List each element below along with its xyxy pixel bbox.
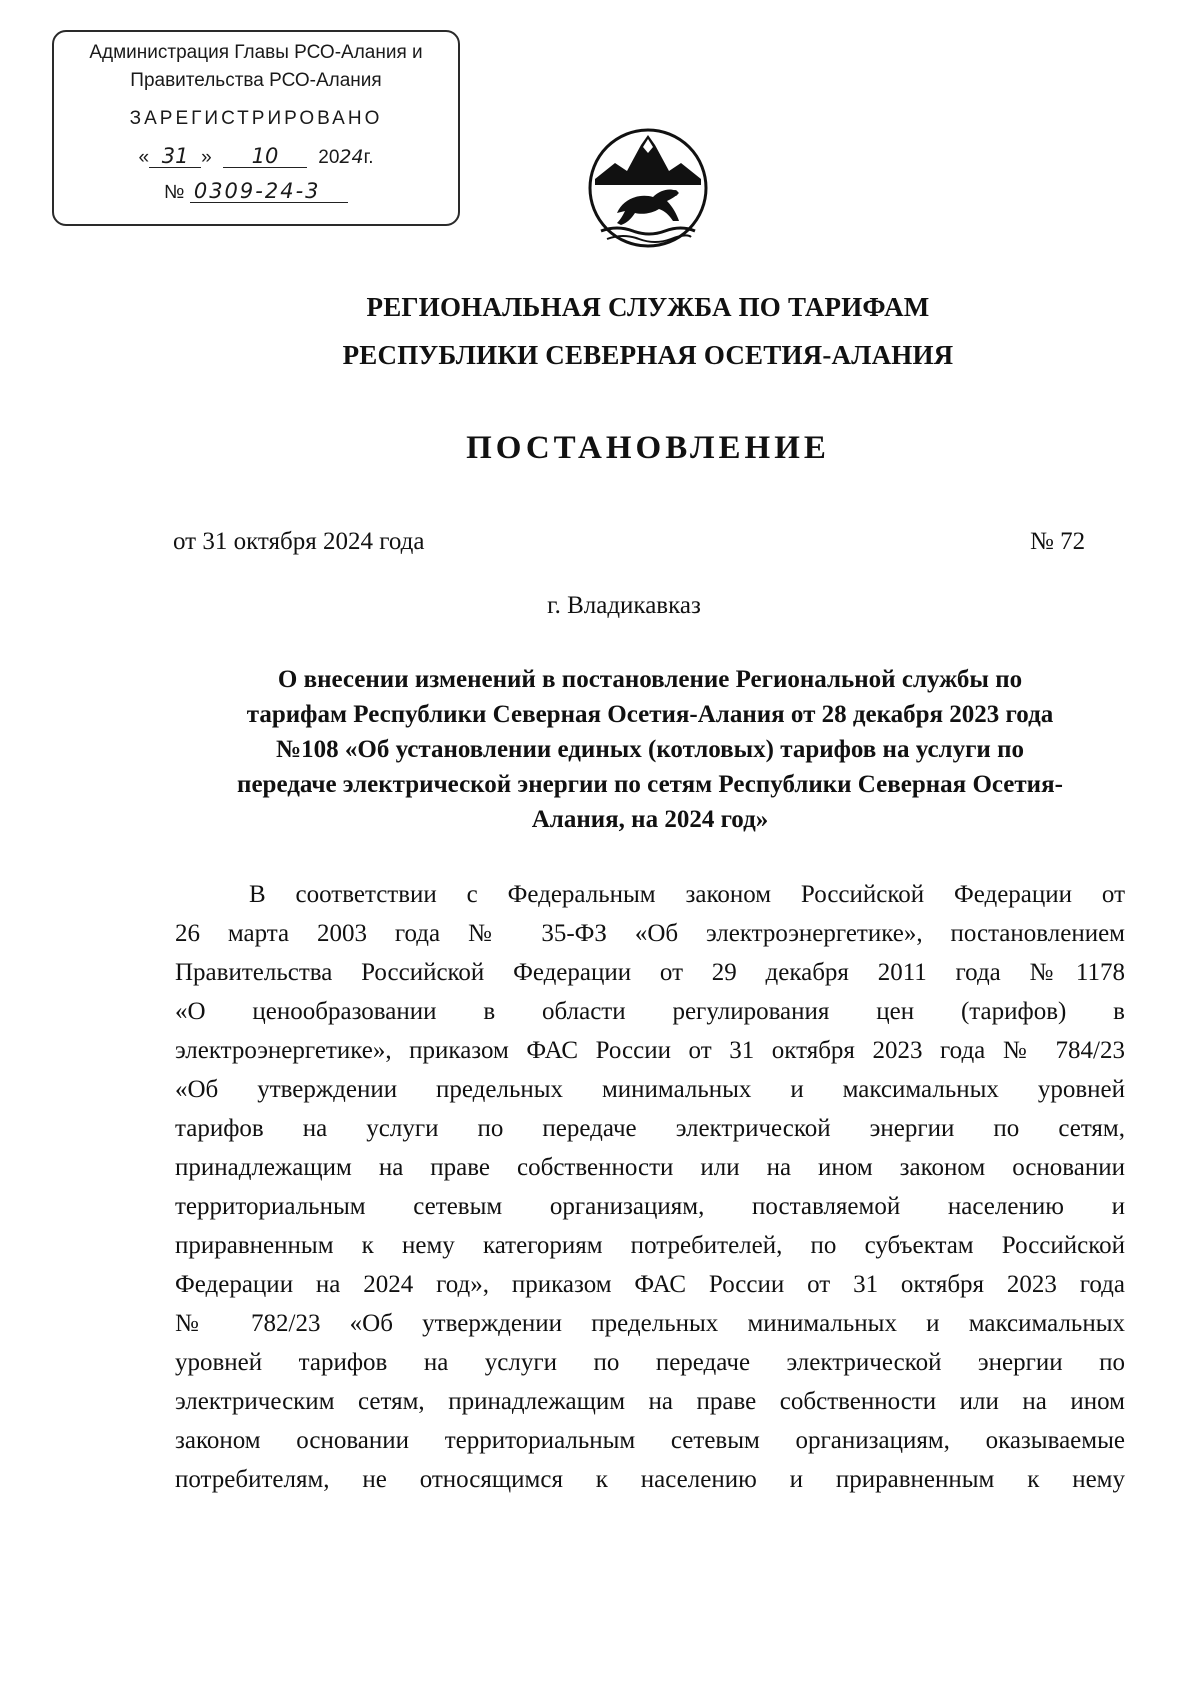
- body-line: электрическим сетям, принадлежащим на праве собственности или на ином: [175, 1388, 1125, 1415]
- stamp-date-year-end: г.: [363, 147, 374, 168]
- stamp-date-day: 31: [149, 145, 201, 168]
- body-line: законом основании территориальным сетевым организациям, оказываемые: [175, 1427, 1125, 1454]
- stamp-org-line-2: Правительства РСО-Алания: [130, 70, 382, 91]
- body-line: В соответствии с Федеральным законом Российской Федерации от: [249, 881, 1125, 908]
- body-line: потребителям, не относящимся к населению и приравненным к нему: [175, 1466, 1125, 1493]
- document-date: от 31 октября 2024 года: [173, 528, 425, 555]
- document-city: г. Владикавказ: [547, 592, 701, 619]
- stamp-date-month: 10: [223, 145, 307, 168]
- body-line: «Об утверждении предельных минимальных и максимальных уровней: [175, 1076, 1125, 1103]
- stamp-registered-label: ЗАРЕГИСТРИРОВАНО: [129, 108, 383, 129]
- stamp-number: [54, 180, 458, 204]
- title-line: №108 «Об установлении единых (котловых) тарифов на услуги по: [276, 736, 1024, 763]
- document-title: [175, 662, 1125, 837]
- stamp-date-open-quote: «: [138, 147, 150, 168]
- agency-name-line-1: РЕГИОНАЛЬНАЯ СЛУЖБА ПО ТАРИФАМ: [366, 292, 930, 322]
- body-line: Федерации на 2024 год», приказом ФАС России от 31 октября 2023 года: [175, 1271, 1125, 1298]
- stamp-number-label: №: [164, 182, 185, 203]
- stamp-number-value: 0309-24-3: [190, 180, 348, 203]
- body-line: № 782/23 «Об утверждении предельных минимальных и максимальных: [175, 1310, 1125, 1337]
- title-line: передаче электрической энергии по сетям Республики Северная Осетия-: [237, 771, 1063, 798]
- title-line: О внесении изменений в постановление Региональной службы по: [277, 666, 1023, 693]
- body-line: территориальным сетевым организациям, поставляемой населению и: [175, 1193, 1125, 1220]
- body-line: тарифов на услуги по передаче электрической энергии по сетям,: [175, 1115, 1125, 1142]
- stamp-date-year-suffix: 24: [339, 146, 364, 168]
- body-line: приравненным к нему категориям потребителей, по субъектам Российской: [175, 1232, 1125, 1259]
- body-line: уровней тарифов на услуги по передаче электрической энергии по: [175, 1349, 1125, 1376]
- body-line: 26 марта 2003 года № 35-ФЗ «Об электроэнергетике», постановлением: [175, 920, 1125, 947]
- body-line: Правительства Российской Федерации от 29 декабря 2011 года №1178: [175, 959, 1125, 986]
- title-line: Алания, на 2024 год»: [531, 806, 769, 833]
- document-number: № 72: [1030, 528, 1086, 555]
- coat-of-arms-icon: [587, 127, 709, 249]
- document-body: [175, 875, 1125, 1499]
- body-line: принадлежащим на праве собственности или на ином законом основании: [175, 1154, 1125, 1181]
- body-line: «О ценообразовании в области регулирования цен (тарифов) в: [175, 998, 1125, 1025]
- stamp-date: [54, 145, 458, 169]
- body-line: электроэнергетике», приказом ФАС России от 31 октября 2023 года № 784/23: [175, 1037, 1125, 1064]
- agency-name-line-2: РЕСПУБЛИКИ СЕВЕРНАЯ ОСЕТИЯ-АЛАНИЯ: [342, 340, 954, 370]
- stamp-org-line-1: Администрация Главы РСО-Алания и: [89, 42, 423, 63]
- stamp-date-year-prefix: 20: [318, 147, 340, 168]
- title-line: тарифам Республики Северная Осетия-Алания от 28 декабря 2023 года: [246, 701, 1054, 728]
- document-type: ПОСТАНОВЛЕНИЕ: [466, 430, 830, 466]
- stamp-date-close-quote: »: [201, 147, 212, 168]
- registration-stamp: [52, 30, 460, 226]
